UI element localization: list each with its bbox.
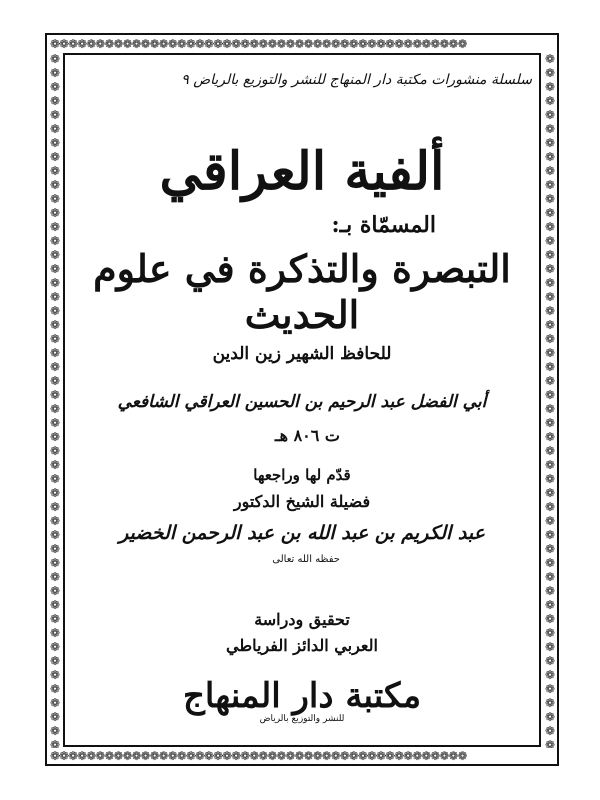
ornamental-chain-top: ❁❁❁❁❁❁❁❁❁❁❁❁❁❁❁❁❁❁❁❁❁❁❁❁❁❁❁❁❁❁❁❁❁❁❁❁❁❁❁❁❁❁❁❁❁❁ [50, 37, 467, 51]
publisher-logo: مكتبة دار المنهاج [182, 676, 422, 716]
named-as-label: المسمّاة بـ: [331, 212, 436, 238]
edition-line: تحقيق ودراسة [254, 610, 350, 629]
introducer-prayer: حفظه الله تعالى [272, 554, 340, 565]
author-name: أبي الفضل عبد الرحيم بن الحسين العراقي الشافعي [117, 392, 487, 412]
ornamental-chain-bottom: ❁❁❁❁❁❁❁❁❁❁❁❁❁❁❁❁❁❁❁❁❁❁❁❁❁❁❁❁❁❁❁❁❁❁❁❁❁❁❁❁❁❁❁❁❁❁ [50, 749, 467, 763]
ornamental-chain-right: ❁❁❁❁❁❁❁❁❁❁❁❁❁❁❁❁❁❁❁❁❁❁❁❁❁❁❁❁❁❁❁❁❁❁❁❁❁❁❁❁❁❁❁❁❁❁❁❁❁❁ [544, 52, 556, 748]
editor-name: العربي الدائز الفرياطي [226, 636, 378, 655]
publisher-tagline: للنشر والتوزيع بالرياض [259, 714, 345, 724]
author-epithet: للحافظ الشهير زين الدين [212, 344, 392, 364]
book-title: ألفية العراقي [159, 141, 445, 202]
introduction-line: قدّم لها وراجعها [253, 466, 351, 484]
author-death-date: ت ٨٠٦ هـ [274, 426, 340, 445]
ornamental-chain-left: ❁❁❁❁❁❁❁❁❁❁❁❁❁❁❁❁❁❁❁❁❁❁❁❁❁❁❁❁❁❁❁❁❁❁❁❁❁❁❁❁❁❁❁❁❁❁❁❁❁❁ [49, 52, 61, 748]
book-subtitle: التبصرة والتذكرة في علوم الحديث [93, 246, 511, 337]
series-line: سلسلة منشورات مكتبة دار المنهاج للنشر والتوزيع بالرياض ٩ [181, 72, 532, 88]
introducer-honorific: فضيلة الشيخ الدكتور [233, 492, 371, 511]
introducer-name: عبد الكريم بن عبد الله بن عبد الرحمن الخضير [119, 522, 485, 544]
